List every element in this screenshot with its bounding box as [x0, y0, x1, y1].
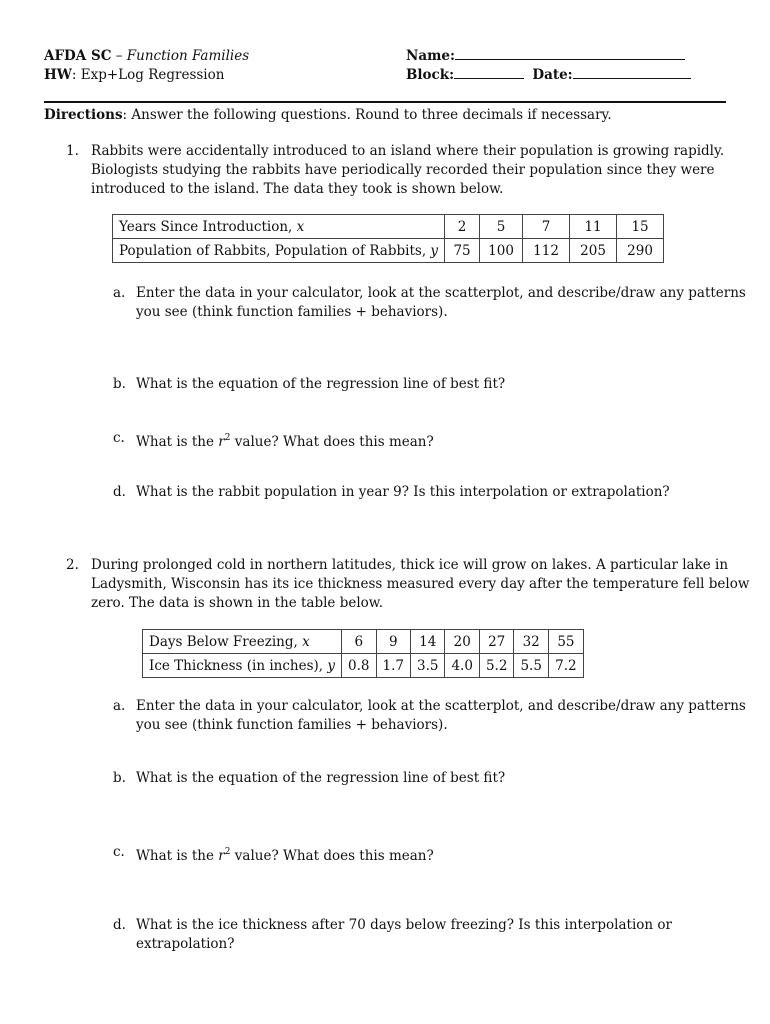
q1-number: 1. [66, 143, 79, 159]
q2-line: During prolonged cold in northern latitudes, thick ice will grow on lakes. A particular lake in [91, 557, 729, 573]
table-cell: 75 [445, 239, 480, 263]
table-cell: 290 [617, 239, 664, 263]
table-cell: 32 [514, 630, 548, 654]
q2b-letter: b. [113, 770, 126, 786]
table-cell: 55 [548, 630, 583, 654]
q1b-prompt: What is the equation of the regression line of best fit? [136, 376, 506, 392]
table-cell: 5.5 [514, 654, 548, 678]
table-row [113, 239, 664, 263]
table-cell: 5 [480, 215, 523, 239]
table-cell: 100 [480, 239, 523, 263]
q1c-prompt: What is the $r^2$ value? What does this mean? [136, 433, 434, 450]
name-label: Name: [406, 48, 455, 64]
q1-line: Rabbits were accidentally introduced to an island where their population is growing rapidly. [91, 143, 725, 159]
table-cell: 7 [523, 215, 570, 239]
table-cell: 2 [445, 215, 480, 239]
header-divider [44, 101, 726, 103]
q1-line: Biologists studying the rabbits have periodically recorded their population since they were [91, 162, 715, 178]
q1d-letter: d. [113, 484, 126, 500]
q2a-prompt: Enter the data in your calculator, look at the scatterplot, and describe/draw any patterns you see (think function families + behaviors). [136, 698, 746, 733]
course-separator: – [111, 48, 127, 64]
row-header: Days Below Freezing, x [143, 630, 342, 654]
q2-line: Ladysmith, Wisconsin has its ice thickness measured every day after the temperature fell below [91, 576, 750, 592]
table-cell: 27 [479, 630, 513, 654]
name-row [406, 47, 685, 66]
directions [44, 106, 612, 125]
course-unit: Function Families [126, 48, 250, 64]
q2d-prompt: What is the ice thickness after 70 days below freezing? Is this interpolation or extrapolation? [136, 917, 672, 952]
row-header: Population of Rabbits, Population of Rabbits, y [113, 239, 445, 263]
table-cell: 4.0 [445, 654, 479, 678]
hw-title: : Exp+Log Regression [71, 67, 225, 83]
q2a-letter: a. [113, 698, 126, 714]
table-cell: 112 [523, 239, 570, 263]
date-field[interactable] [573, 66, 691, 79]
q2c-prompt: What is the $r^2$ value? What does this mean? [136, 847, 434, 864]
q2-data-table [142, 629, 584, 678]
q2c-letter: c. [113, 844, 125, 860]
course-name: AFDA SC [44, 48, 112, 64]
table-row [143, 654, 584, 678]
q1-prompt [91, 142, 724, 199]
table-cell: 0.8 [342, 654, 376, 678]
name-field[interactable] [455, 47, 685, 60]
q1a-letter: a. [113, 285, 126, 301]
block-field[interactable] [454, 66, 524, 79]
table-cell: 20 [445, 630, 479, 654]
table-cell: 5.2 [479, 654, 513, 678]
table-row [113, 215, 664, 239]
table-cell: 15 [617, 215, 664, 239]
q1b-letter: b. [113, 376, 126, 392]
date-label: Date: [532, 67, 573, 83]
q2-prompt [91, 556, 749, 613]
q2-number: 2. [66, 557, 79, 573]
q1c-letter: c. [113, 430, 125, 446]
table-cell: 6 [342, 630, 376, 654]
table-cell: 1.7 [376, 654, 410, 678]
hw-label: HW [44, 67, 72, 83]
table-cell: 9 [376, 630, 410, 654]
q2b-prompt: What is the equation of the regression line of best fit? [136, 770, 506, 786]
block-date-row [406, 66, 691, 85]
table-cell: 11 [570, 215, 617, 239]
q2-line: zero. The data is shown in the table below. [91, 595, 384, 611]
homework-title [44, 66, 224, 85]
q1-line: introduced to the island. The data they took is shown below. [91, 181, 504, 197]
block-label: Block: [406, 67, 455, 83]
q1a-prompt: Enter the data in your calculator, look at the scatterplot, and describe/draw any patterns you see (think function families + behaviors). [136, 285, 746, 320]
table-cell: 14 [410, 630, 444, 654]
row-header: Years Since Introduction, x [113, 215, 445, 239]
q1d-prompt: What is the rabbit population in year 9? Is this interpolation or extrapolation? [136, 484, 670, 500]
directions-label: Directions [44, 107, 123, 123]
q2d-letter: d. [113, 917, 126, 933]
q1-data-table [112, 214, 664, 263]
table-cell: 7.2 [548, 654, 583, 678]
table-row [143, 630, 584, 654]
course-title [44, 47, 249, 66]
table-cell: 3.5 [410, 654, 444, 678]
directions-text: : Answer the following questions. Round to three decimals if necessary. [122, 107, 612, 123]
table-cell: 205 [570, 239, 617, 263]
row-header: Ice Thickness (in inches), y [143, 654, 342, 678]
